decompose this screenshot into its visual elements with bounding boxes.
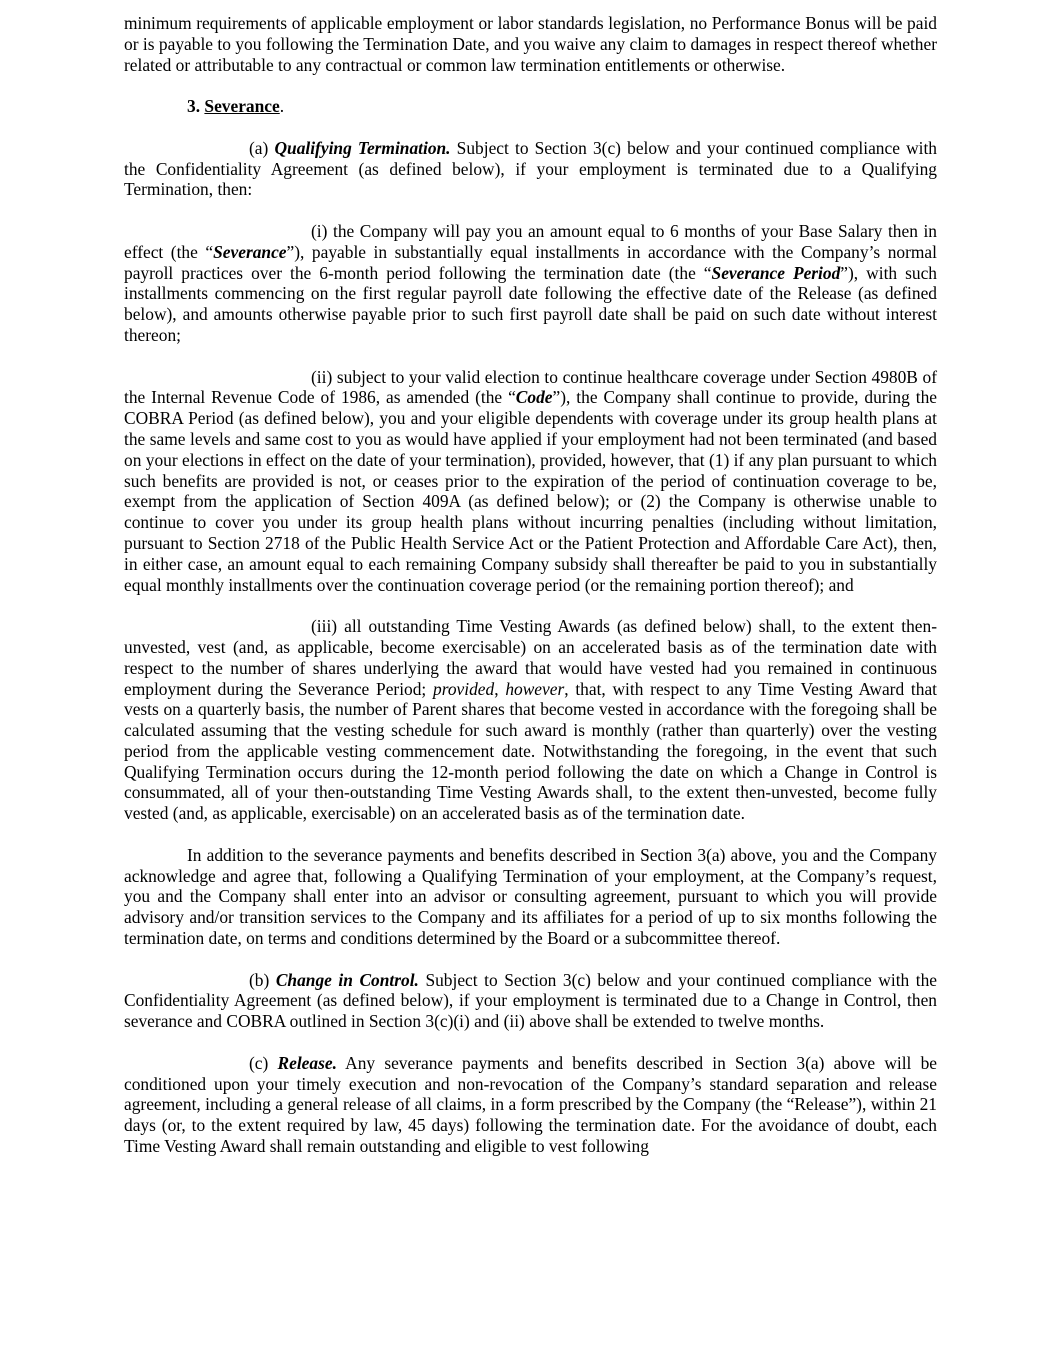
para-i-part2: ”), payable in substantially equal installments in accordance with the Company’s normal payroll practices over the 6-month period following the termination date (the “ xyxy=(124,241,937,283)
continuation-text: minimum requirements of applicable employment or labor standards legislation, no Performance Bonus will be paid or is payable to you following the Termination Date, and you waive any claim to damages in respect thereof whether related or attributable to any contractual or common law termination entitlements or otherwise. xyxy=(124,13,937,75)
para-b-label: (b) xyxy=(249,969,270,990)
para-c-text: Any severance payments and benefits described in Section 3(a) above will be conditioned upon your timely execution and non-revocation of the Company’s standard separation and release agreement, including a general release of all claims, in a form prescribed by the Company (the “Release”), within 21 days (or, to the extent required by law, 45 days) following the termination date. For the avoidance of doubt, each Time Vesting Award shall remain outstanding and eligible to vest following xyxy=(124,1052,937,1157)
term-code: Code xyxy=(515,387,553,408)
term-however: however xyxy=(505,678,565,699)
section-title-suffix: . xyxy=(279,96,285,117)
continuation-paragraph xyxy=(124,13,937,75)
term-provided: provided xyxy=(433,678,495,699)
para-iii-comma: , xyxy=(494,678,506,699)
paragraph-release xyxy=(124,1053,937,1157)
para-ii-part2: ”), the Company shall continue to provide, during the COBRA Period (as defined below), you and your eligible dependents with coverage under its group health plans at the same levels and same cost to you as would have applied if your employment had not been terminated (and based on your elections in effect on the date of your termination), provided, however, that (1) if any plan pursuant to which such benefits are provided is not, or ceases prior to the expiration of the period of continuation coverage to be, exempt from the application of Section 409A (as defined below); or (2) the Company is otherwise unable to continue to cover you under its group health plans without incurring penalties (including without limitation, pursuant to Section 2718 of the Public Health Service Act or the Patient Protection and Affordable Care Act), then, in either case, an amount equal to each remaining Company subsidy shall thereafter be paid to you in substantially equal monthly installments over the continuation coverage period (or the remaining portion thereof); and xyxy=(124,387,937,595)
para-i-part3: ”), with such installments commencing on the first regular payroll date following the effective date of the Release (as defined below), and amounts otherwise payable prior to such first payroll date shall be paid on such date without interest thereon; xyxy=(124,262,937,345)
paragraph-qualifying-termination xyxy=(124,138,937,200)
para-c-heading: Release. xyxy=(277,1052,337,1073)
para-a-heading: Qualifying Termination. xyxy=(274,137,451,158)
section-number: 3. xyxy=(187,96,201,117)
para-iii-part1: (iii) all outstanding Time Vesting Awards (as defined below) shall, to the extent then-unvested, vest (and, as applicable, become exercisable) on an accelerated basis as of the termination date with respect to the number of shares underlying the award that would have vested had you remained in continuous employment during the Severance Period; xyxy=(124,616,937,699)
document-page xyxy=(124,13,937,1178)
paragraph-change-in-control xyxy=(124,970,937,1032)
section-title: Severance xyxy=(204,96,280,117)
para-i-part1: (i) the Company will pay you an amount equal to 6 months of your Base Salary then in effect (the “ xyxy=(124,220,937,262)
term-severance-period: Severance Period xyxy=(711,262,841,283)
term-severance: Severance xyxy=(213,241,287,262)
paragraph-advisory-services xyxy=(124,845,937,949)
para-b-text: Subject to Section 3(c) below and your continued compliance with the Confidentiality Agreement (as defined below), if your employment is terminated due to a Change in Control, then severance and COBRA outlined in Section 3(c)(i) and (ii) above shall be extended to twelve months. xyxy=(124,969,937,1032)
section-heading-severance xyxy=(187,96,937,117)
paragraph-ii-healthcare xyxy=(124,367,937,596)
paragraph-i-base-salary xyxy=(124,221,937,346)
para-a-label: (a) xyxy=(249,137,269,158)
para-iii-part2: , that, with respect to any Time Vesting Award that vests on a quarterly basis, the number of Parent shares that become vested in accordance with the foregoing shall be calculated assuming that the vesting schedule for such award is monthly (rather than quarterly) over the vesting period from the applicable vesting commencement date. Notwithstanding the foregoing, in the event that such Qualifying Termination occurs during the 12-month period following the date on which a Change in Control is consummated, all of your then-outstanding Time Vesting Awards shall, to the extent then-unvested, become fully vested (and, as applicable, exercisable) on an accelerated basis as of the termination date. xyxy=(124,678,937,824)
para-ii-part1: (ii) subject to your valid election to continue healthcare coverage under Section 4980B of the Internal Revenue Code of 1986, as amended (the “ xyxy=(124,366,937,408)
para-c-label: (c) xyxy=(249,1052,269,1073)
paragraph-iii-vesting xyxy=(124,616,937,824)
para-b-heading: Change in Control. xyxy=(275,969,419,990)
para-addition-text: In addition to the severance payments and benefits described in Section 3(a) above, you and the Company acknowledge and agree that, following a Qualifying Termination of your employment, at the Company’s request, you and the Company shall enter into an advisor or consulting agreement, pursuant to which you will provide advisory and/or transition services to the Company and its affiliates for a period of up to six months following the termination date, on terms and conditions determined by the Board or a subcommittee thereof. xyxy=(124,844,937,949)
para-a-text: Subject to Section 3(c) below and your continued compliance with the Confidentiality Agreement (as defined below), if your employment is terminated due to a Qualifying Termination, then: xyxy=(124,137,937,200)
